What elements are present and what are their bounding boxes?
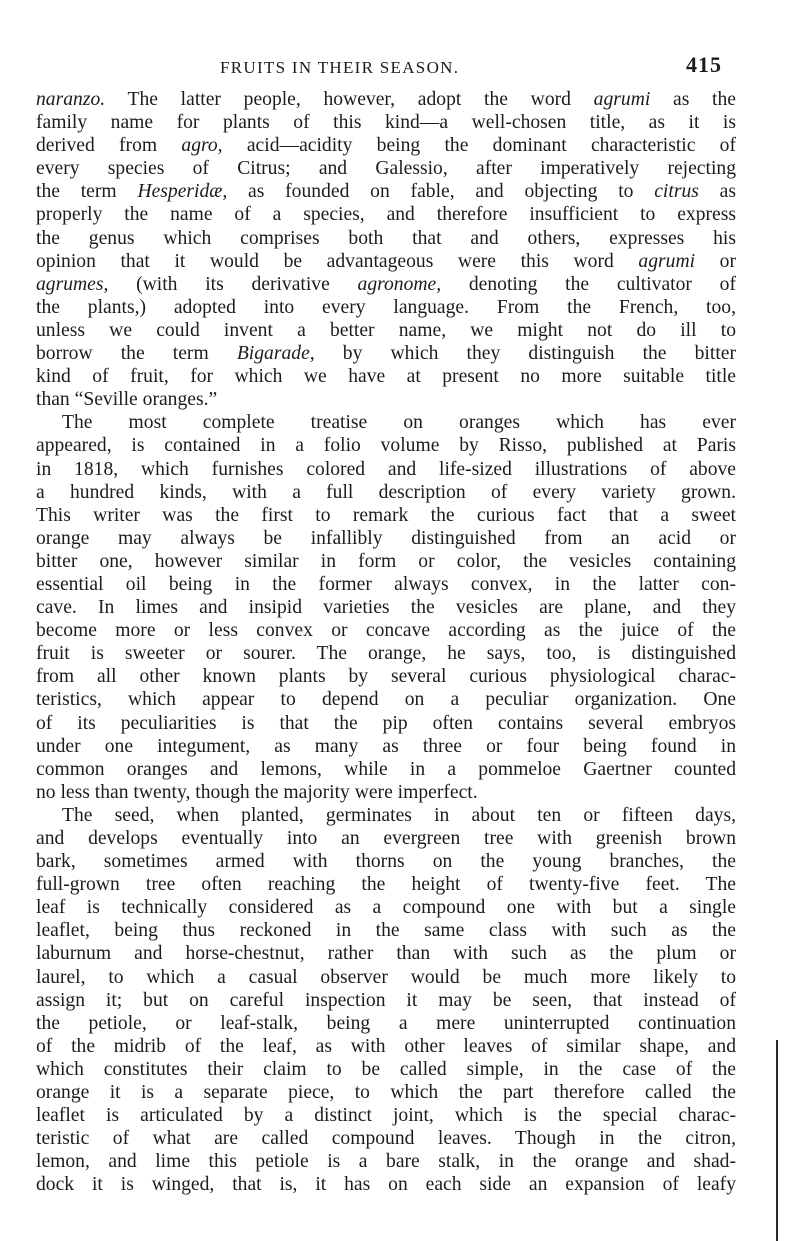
text-segment: lemon, and lime this petiole is a bare stalk, in the orange and shad- <box>36 1151 736 1173</box>
text-line <box>36 966 736 989</box>
page-edge-rule <box>776 1040 778 1241</box>
text-segment: orange may always be infallibly distinguished from an acid or <box>36 527 736 549</box>
text-segment: appeared, is contained in a folio volume by Risso, published at Paris <box>36 435 736 457</box>
text-segment: fruit is sweeter or sourer. The orange, he says, too, is distinguished <box>36 643 736 665</box>
text-line <box>36 1173 736 1196</box>
text-line <box>36 642 736 665</box>
text-segment: than “Seville oranges.” <box>36 389 218 411</box>
text-line <box>36 1012 736 1035</box>
text-segment: opinion that it would be advantageous were this word <box>36 250 639 272</box>
text-line <box>36 781 736 804</box>
text-segment: cave. In limes and insipid varieties the vesicles are plane, and they <box>36 597 736 619</box>
text-line <box>36 665 736 688</box>
italic-term: agrumi <box>593 89 651 110</box>
text-segment: in 1818, which furnishes colored and life-sized illustrations of above <box>36 458 736 480</box>
text-line <box>36 434 736 457</box>
text-line <box>36 619 736 642</box>
text-segment: acid—acidity being the dominant characteristic of <box>222 135 736 157</box>
text-segment: become more or less convex or concave according as the juice of the <box>36 620 736 642</box>
text-segment: as <box>698 181 736 203</box>
text-line <box>36 365 736 388</box>
body-text <box>36 88 736 1197</box>
text-line <box>36 88 736 111</box>
text-line <box>36 1035 736 1058</box>
text-segment: full-grown tree often reaching the height of twenty-five feet. The <box>36 874 736 896</box>
text-segment: the genus which comprises both that and others, expresses his <box>36 227 736 249</box>
italic-term: naranzo. <box>36 89 106 110</box>
text-line <box>36 896 736 919</box>
text-line <box>36 388 736 411</box>
text-segment: as founded on fable, and objecting to <box>227 181 655 203</box>
text-line <box>36 481 736 504</box>
text-line <box>36 411 736 434</box>
text-segment: (with its derivative <box>108 273 358 295</box>
text-line <box>36 180 736 203</box>
text-segment: essential oil being in the former always convex, in the latter con- <box>36 573 736 595</box>
text-segment: unless we could invent a better name, we might not do ill to <box>36 319 736 341</box>
italic-term: Hesperidæ, <box>137 181 228 203</box>
text-segment: every species of Citrus; and Galessio, after imperatively rejecting <box>36 158 736 180</box>
running-head <box>36 52 736 80</box>
text-line <box>36 735 736 758</box>
text-segment: common oranges and lemons, while in a pommeloe Gaertner counted <box>36 758 736 780</box>
text-line <box>36 1150 736 1173</box>
text-segment: of its peculiarities is that the pip often contains several embryos <box>36 712 736 734</box>
text-segment: no less than twenty, though the majority were imperfect. <box>36 781 478 803</box>
text-segment: under one integument, as many as three or four being found in <box>36 735 736 757</box>
text-segment: and develops eventually into an evergreen tree with greenish brown <box>36 828 736 849</box>
text-segment: denoting the cultivator of <box>441 273 736 295</box>
text-segment: The most complete treatise on oranges which has ever <box>62 412 736 434</box>
text-segment: borrow the term <box>36 343 237 365</box>
text-segment: assign it; but on careful inspection it may be seen, that instead of <box>36 989 736 1011</box>
page-number: 415 <box>686 52 722 77</box>
text-line <box>36 550 736 573</box>
text-line <box>36 273 736 296</box>
text-line <box>36 942 736 965</box>
text-segment: the term <box>36 181 138 203</box>
text-segment: bark, sometimes armed with thorns on the young branches, the <box>36 851 736 873</box>
text-segment: leaflet, being thus reckoned in the same class with such as the <box>36 920 736 942</box>
text-line <box>36 458 736 481</box>
text-segment: laburnum and horse-chestnut, rather than with such as the plum or <box>36 943 736 965</box>
text-segment: a hundred kinds, with a full description of every variety grown. <box>36 481 736 503</box>
text-line <box>36 758 736 781</box>
text-line <box>36 1127 736 1150</box>
text-line <box>36 688 736 711</box>
text-line <box>36 157 736 180</box>
text-segment: orange it is a separate piece, to which the part therefore called the <box>36 1082 736 1104</box>
text-line <box>36 227 736 250</box>
text-segment: leaflet is articulated by a distinct joint, which is the special charac- <box>36 1105 736 1127</box>
text-segment: by which they distinguish the bitter <box>314 343 736 365</box>
italic-term: agrumes, <box>36 273 109 295</box>
text-segment: teristics, which appear to depend on a peculiar organization. One <box>36 689 736 711</box>
text-line <box>36 919 736 942</box>
text-segment: from all other known plants by several curious physiological charac- <box>36 666 736 688</box>
text-segment: leaf is technically considered as a compound one with but a single <box>36 897 736 919</box>
text-segment: the plants,) adopted into every language. From the French, too, <box>36 296 736 318</box>
text-line <box>36 850 736 873</box>
text-line <box>36 712 736 735</box>
text-segment: teristic of what are called compound leaves. Though in the citron, <box>36 1128 736 1150</box>
text-line <box>36 1104 736 1127</box>
text-segment: properly the name of a species, and therefore insufficient to express <box>36 204 736 226</box>
text-segment: The seed, when planted, germinates in about ten or fifteen days, <box>62 804 736 826</box>
text-line <box>36 250 736 273</box>
italic-term: Bigarade, <box>236 343 315 365</box>
text-line <box>36 527 736 550</box>
text-segment: as the <box>650 89 736 110</box>
italic-term: agrumi <box>638 250 696 272</box>
text-segment: dock it is winged, that is, it has on each side an expansion of leafy <box>36 1174 736 1196</box>
text-segment: family name for plants of this kind—a well-chosen title, as it is <box>36 112 736 134</box>
text-segment: laurel, to which a casual observer would be much more likely to <box>36 966 736 988</box>
text-segment: the petiole, or leaf-stalk, being a mere uninterrupted continuation <box>36 1012 736 1034</box>
text-line <box>36 203 736 226</box>
text-line <box>36 504 736 527</box>
text-line <box>36 134 736 157</box>
italic-term: agro, <box>181 135 223 157</box>
text-line <box>36 573 736 596</box>
text-segment: kind of fruit, for which we have at present no more suitable title <box>36 366 736 388</box>
text-line <box>36 1081 736 1104</box>
text-line <box>36 342 736 365</box>
text-line <box>36 804 736 827</box>
text-segment: This writer was the first to remark the curious fact that a sweet <box>36 504 736 526</box>
text-line <box>36 989 736 1012</box>
text-segment: bitter one, however similar in form or color, the vesicles containing <box>36 550 736 572</box>
text-line <box>36 873 736 896</box>
text-line <box>36 1058 736 1081</box>
text-line <box>36 111 736 134</box>
italic-term: citrus <box>654 181 699 203</box>
text-line <box>36 827 736 850</box>
text-line <box>36 319 736 342</box>
text-segment: The latter people, however, adopt the word <box>105 89 594 110</box>
text-segment: of the midrib of the leaf, as with other leaves of similar shape, and <box>36 1035 736 1057</box>
text-line <box>36 296 736 319</box>
text-line <box>36 596 736 619</box>
running-title: FRUITS IN THEIR SEASON. <box>220 58 460 77</box>
italic-term: agronome, <box>357 273 442 295</box>
text-segment: which constitutes their claim to be called simple, in the case of the <box>36 1058 736 1080</box>
text-segment: derived from <box>36 135 182 157</box>
text-segment: or <box>695 250 736 272</box>
